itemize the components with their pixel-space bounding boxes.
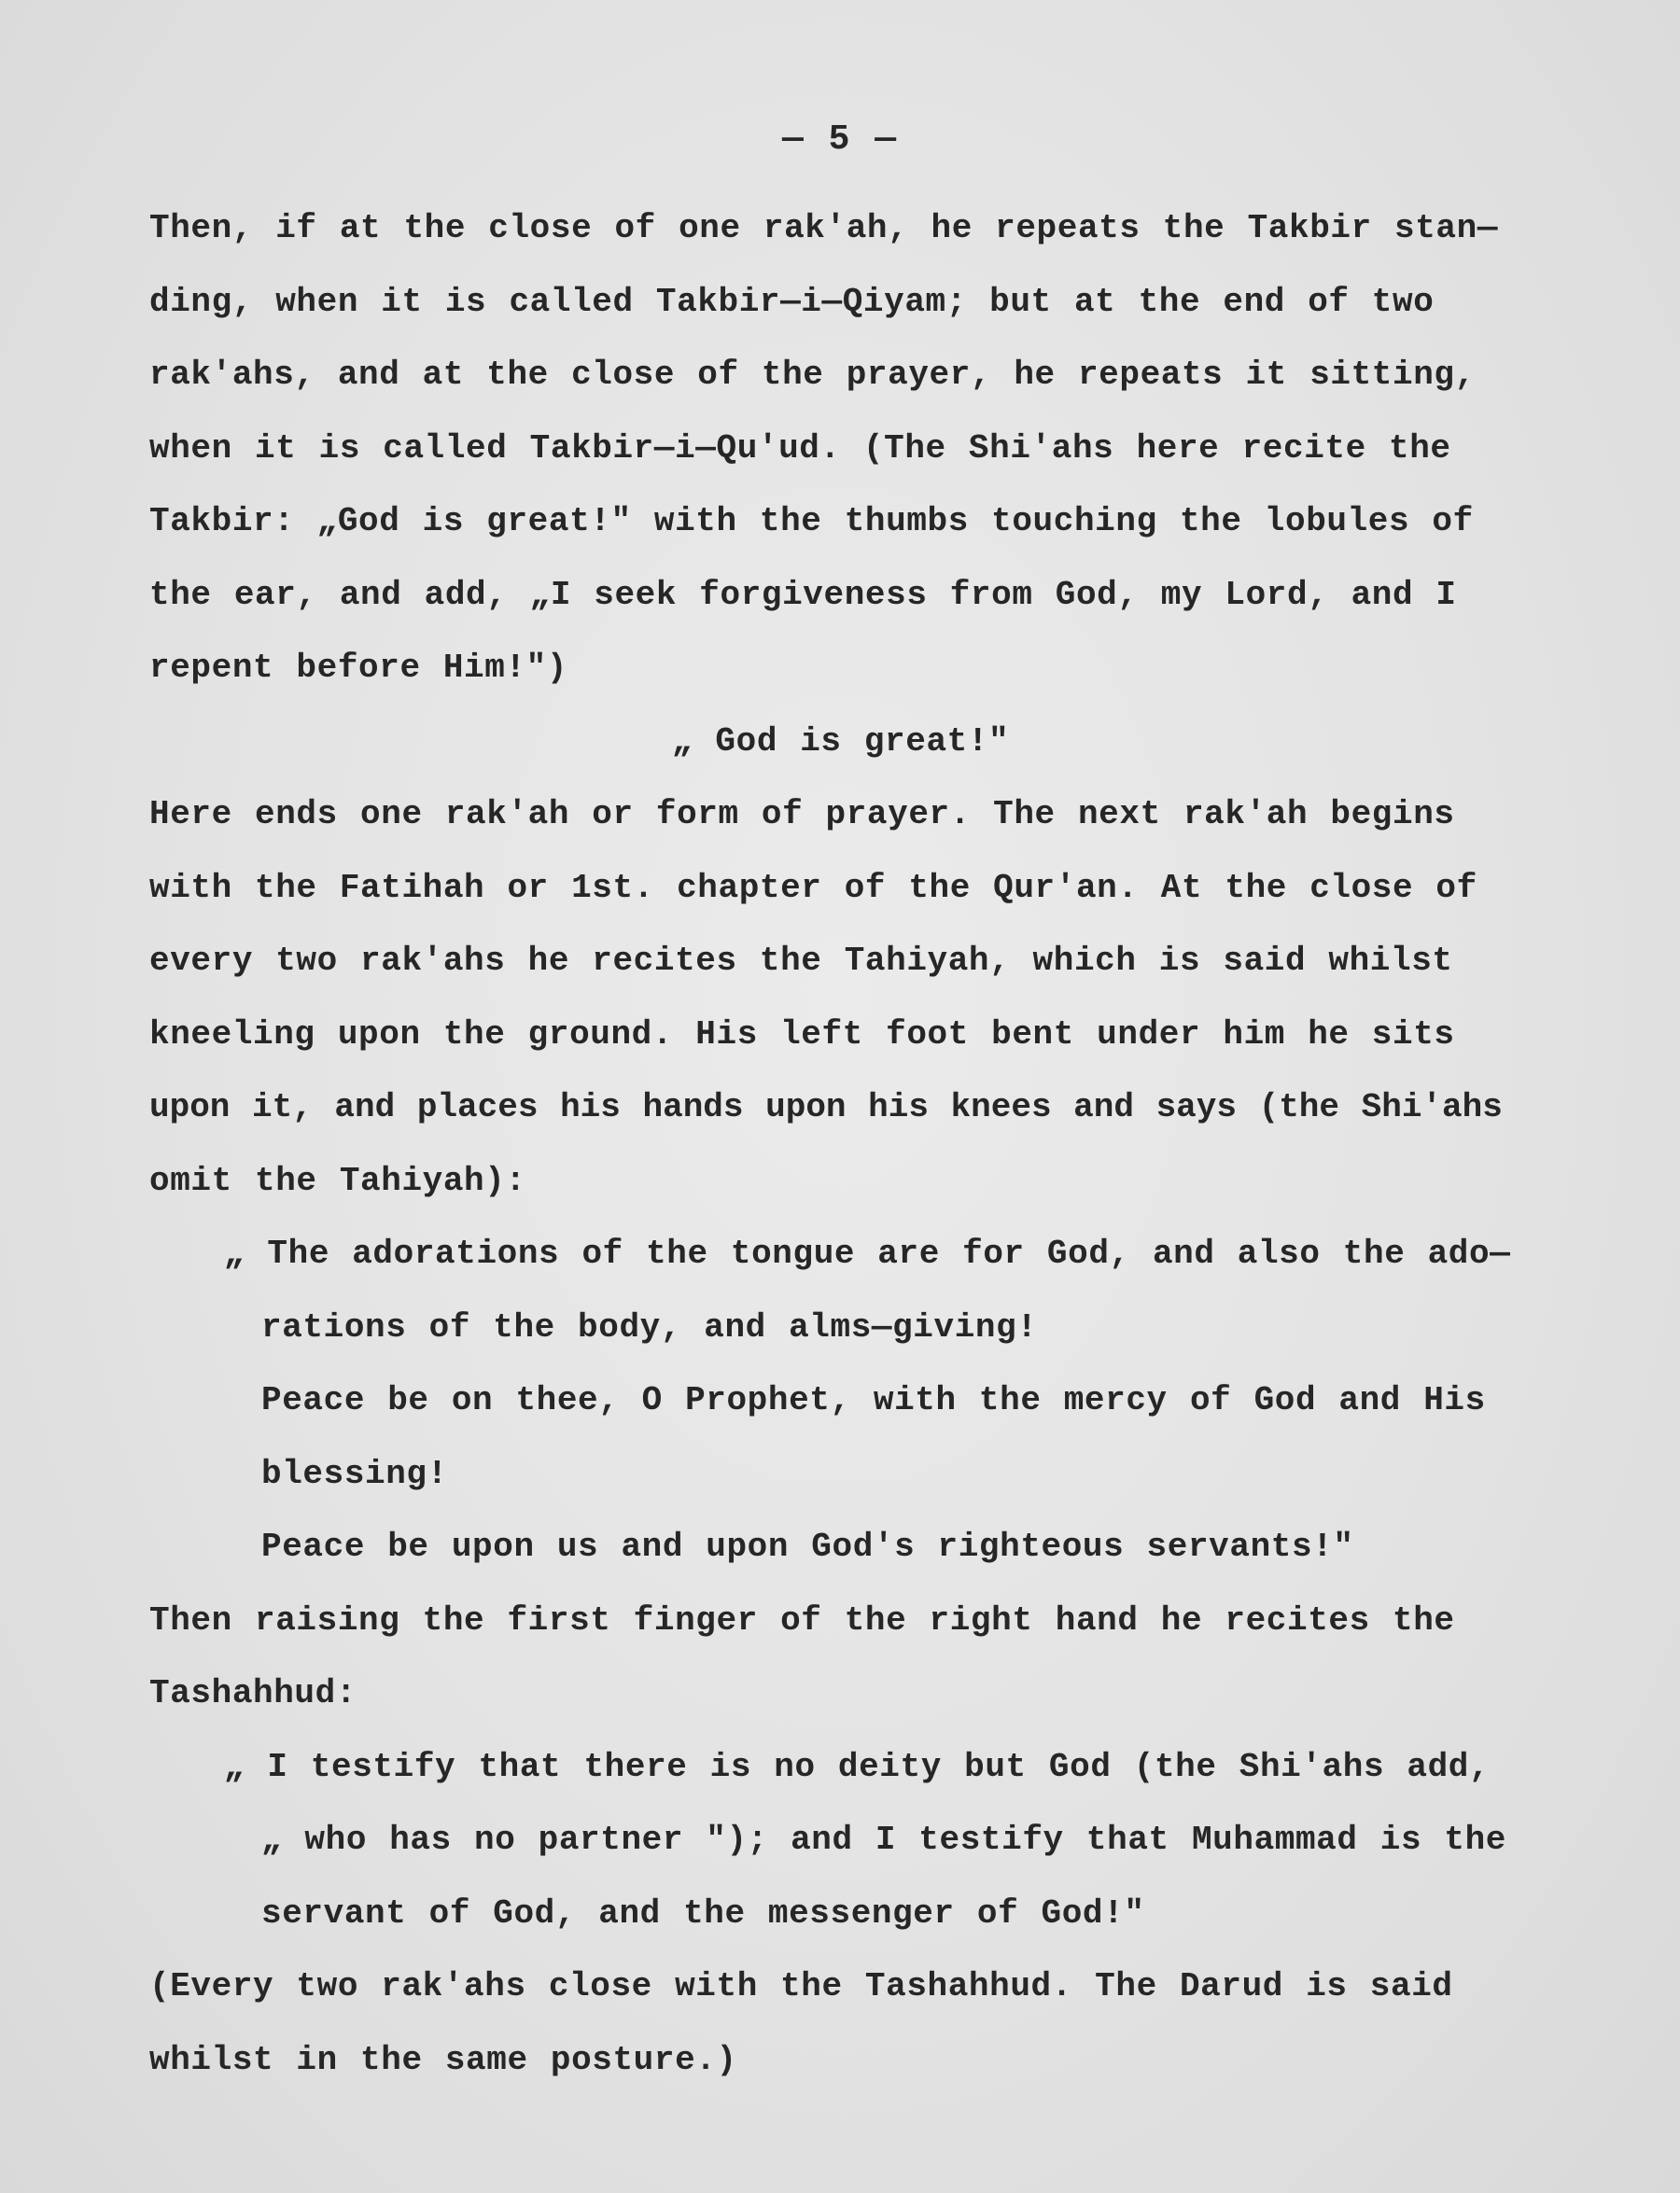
quote-line: „ The adorations of the tongue are for God, and also the ado—: [224, 1235, 1511, 1273]
quote-line: „ who has no partner "); and I testify that Muhammad is the: [261, 1821, 1507, 1859]
text-line: the ear, and add, „I seek forgiveness from God, my Lord, and I: [149, 575, 1457, 614]
text-line: with the Fatihah or 1st. chapter of the Qur'an. At the close of: [149, 868, 1477, 907]
centered-exclamation: „ God is great!": [672, 721, 1010, 761]
text-line: when it is called Takbir—i—Qu'ud. (The Shi'ahs here recite the: [149, 428, 1451, 468]
document-body: [149, 192, 1605, 2097]
text-line: upon it, and places his hands upon his knees and says (the Shi'ahs: [149, 1088, 1503, 1126]
quote-line: Peace be upon us and upon God's righteous servants!": [261, 1528, 1354, 1566]
text-line: ding, when it is called Takbir—i—Qiyam; but at the end of two: [149, 282, 1435, 321]
text-line: (Every two rak'ahs close with the Tashahhud. The Darud is said: [149, 1967, 1453, 2005]
text-line: whilst in the same posture.): [149, 2040, 737, 2079]
text-line: Then, if at the close of one rak'ah, he repeats the Takbir stan—: [149, 209, 1499, 247]
text-line: kneeling upon the ground. His left foot bent under him he sits: [149, 1014, 1455, 1054]
text-line: Here ends one rak'ah or form of prayer. The next rak'ah begins: [149, 795, 1455, 833]
text-line: Takbir: „God is great!" with the thumbs touching the lobules of: [149, 502, 1474, 540]
text-line: every two rak'ahs he recites the Tahiyah, which is said whilst: [149, 942, 1453, 980]
text-line: Then raising the first finger of the right hand he recites the: [149, 1600, 1455, 1640]
page-number: — 5 —: [781, 119, 899, 160]
quote-line: servant of God, and the messenger of God!": [261, 1893, 1145, 1933]
text-line: rak'ahs, and at the close of the prayer, he repeats it sitting,: [149, 356, 1476, 394]
quote-line: rations of the body, and alms—giving!: [261, 1307, 1038, 1347]
quote-line: Peace be on thee, O Prophet, with the mercy of God and His: [261, 1381, 1486, 1419]
text-line: repent before Him!"): [149, 649, 568, 687]
text-line: omit the Tahiyah):: [149, 1161, 526, 1200]
quote-line: blessing!: [261, 1454, 448, 1493]
text-line: Tashahhud:: [149, 1674, 357, 1712]
quote-line: „ I testify that there is no deity but God (the Shi'ahs add,: [224, 1747, 1491, 1786]
